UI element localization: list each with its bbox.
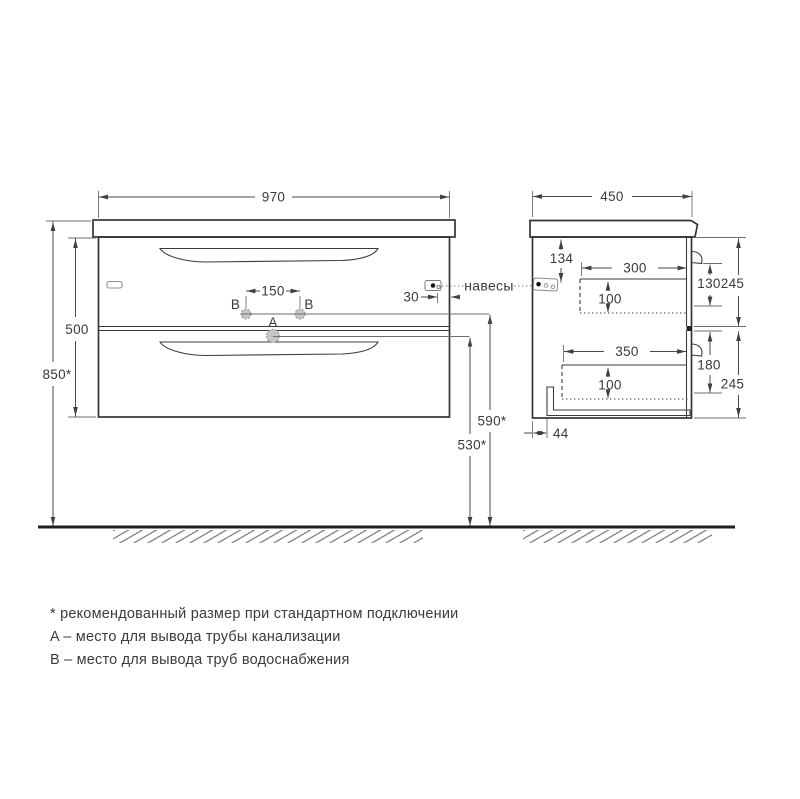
side-bottom-handle-profile bbox=[692, 344, 702, 356]
dim-bottom-drawer-offset bbox=[697, 332, 720, 393]
svg-text:450: 450 bbox=[600, 189, 624, 204]
svg-text:245: 245 bbox=[720, 276, 745, 291]
svg-text:30: 30 bbox=[403, 289, 419, 305]
notes-block bbox=[50, 606, 458, 675]
dim-side-depth bbox=[533, 189, 693, 217]
svg-text:850*: 850* bbox=[42, 367, 72, 382]
dim-top-drawer-offset bbox=[697, 265, 720, 306]
drawer-gap-mark bbox=[687, 326, 693, 331]
dim-top-drawer-front-height bbox=[721, 239, 744, 327]
svg-text:300: 300 bbox=[623, 260, 647, 276]
svg-text:100: 100 bbox=[598, 291, 622, 307]
svg-text:500: 500 bbox=[65, 322, 89, 337]
svg-text:530*: 530* bbox=[457, 437, 487, 453]
front-countertop bbox=[93, 220, 455, 237]
side-countertop bbox=[530, 221, 698, 238]
svg-text:245: 245 bbox=[720, 376, 745, 392]
dim-hanger-top-offset bbox=[550, 240, 574, 283]
dim-front-width bbox=[99, 190, 450, 219]
dim-back-clearance bbox=[524, 419, 569, 441]
front-view bbox=[93, 220, 490, 417]
svg-text:100: 100 bbox=[598, 377, 622, 393]
svg-text:130: 130 bbox=[697, 276, 721, 291]
svg-text:180: 180 bbox=[697, 357, 721, 373]
dim-top-drawer-depth bbox=[582, 261, 688, 277]
note-point-a: A – место для вывода трубы канализации bbox=[50, 629, 341, 645]
dim-hanger-edge-offset bbox=[403, 290, 459, 305]
note-point-b: B – место для вывода труб водоснабжения bbox=[50, 652, 350, 668]
callout-hangers bbox=[442, 278, 534, 294]
side-top-drawer-box bbox=[580, 279, 688, 313]
side-hanger-bracket bbox=[533, 278, 558, 291]
label-point-b-right: B bbox=[304, 297, 314, 312]
floor-hatch-left bbox=[113, 530, 423, 543]
dim-drain-outlet-height bbox=[458, 338, 487, 526]
side-top-handle-profile bbox=[692, 252, 702, 264]
front-top-drawer-handle bbox=[160, 249, 378, 263]
svg-text:навесы: навесы bbox=[464, 277, 514, 294]
svg-text:350: 350 bbox=[615, 344, 639, 359]
svg-text:590*: 590* bbox=[477, 413, 507, 429]
dim-water-outlet-height bbox=[478, 315, 507, 526]
front-bottom-drawer-handle bbox=[160, 342, 378, 356]
label-point-b-left: B bbox=[230, 297, 241, 312]
svg-text:44: 44 bbox=[553, 426, 569, 441]
front-right-hanger-bracket bbox=[425, 281, 441, 291]
floor-hatch-right bbox=[523, 530, 712, 543]
dim-bottom-drawer-front-height bbox=[721, 332, 744, 418]
drain-outlet bbox=[267, 330, 280, 343]
dim-front-cabinet-height bbox=[65, 238, 96, 417]
dim-bottom-drawer-height bbox=[598, 368, 621, 398]
svg-text:150: 150 bbox=[261, 283, 285, 299]
dim-front-mount-height bbox=[43, 221, 91, 526]
dim-outlet-spacing bbox=[246, 284, 300, 309]
dim-bottom-drawer-depth bbox=[564, 344, 687, 362]
side-bottom-drawer-box bbox=[562, 365, 688, 399]
svg-text:970: 970 bbox=[261, 189, 286, 205]
label-point-a: A bbox=[268, 315, 278, 330]
svg-text:134: 134 bbox=[549, 251, 574, 266]
note-recommended-size: * рекомендованный размер при стандартном подключении bbox=[50, 606, 459, 622]
front-left-hanger-bracket bbox=[107, 282, 122, 289]
dim-top-drawer-height bbox=[598, 282, 621, 312]
